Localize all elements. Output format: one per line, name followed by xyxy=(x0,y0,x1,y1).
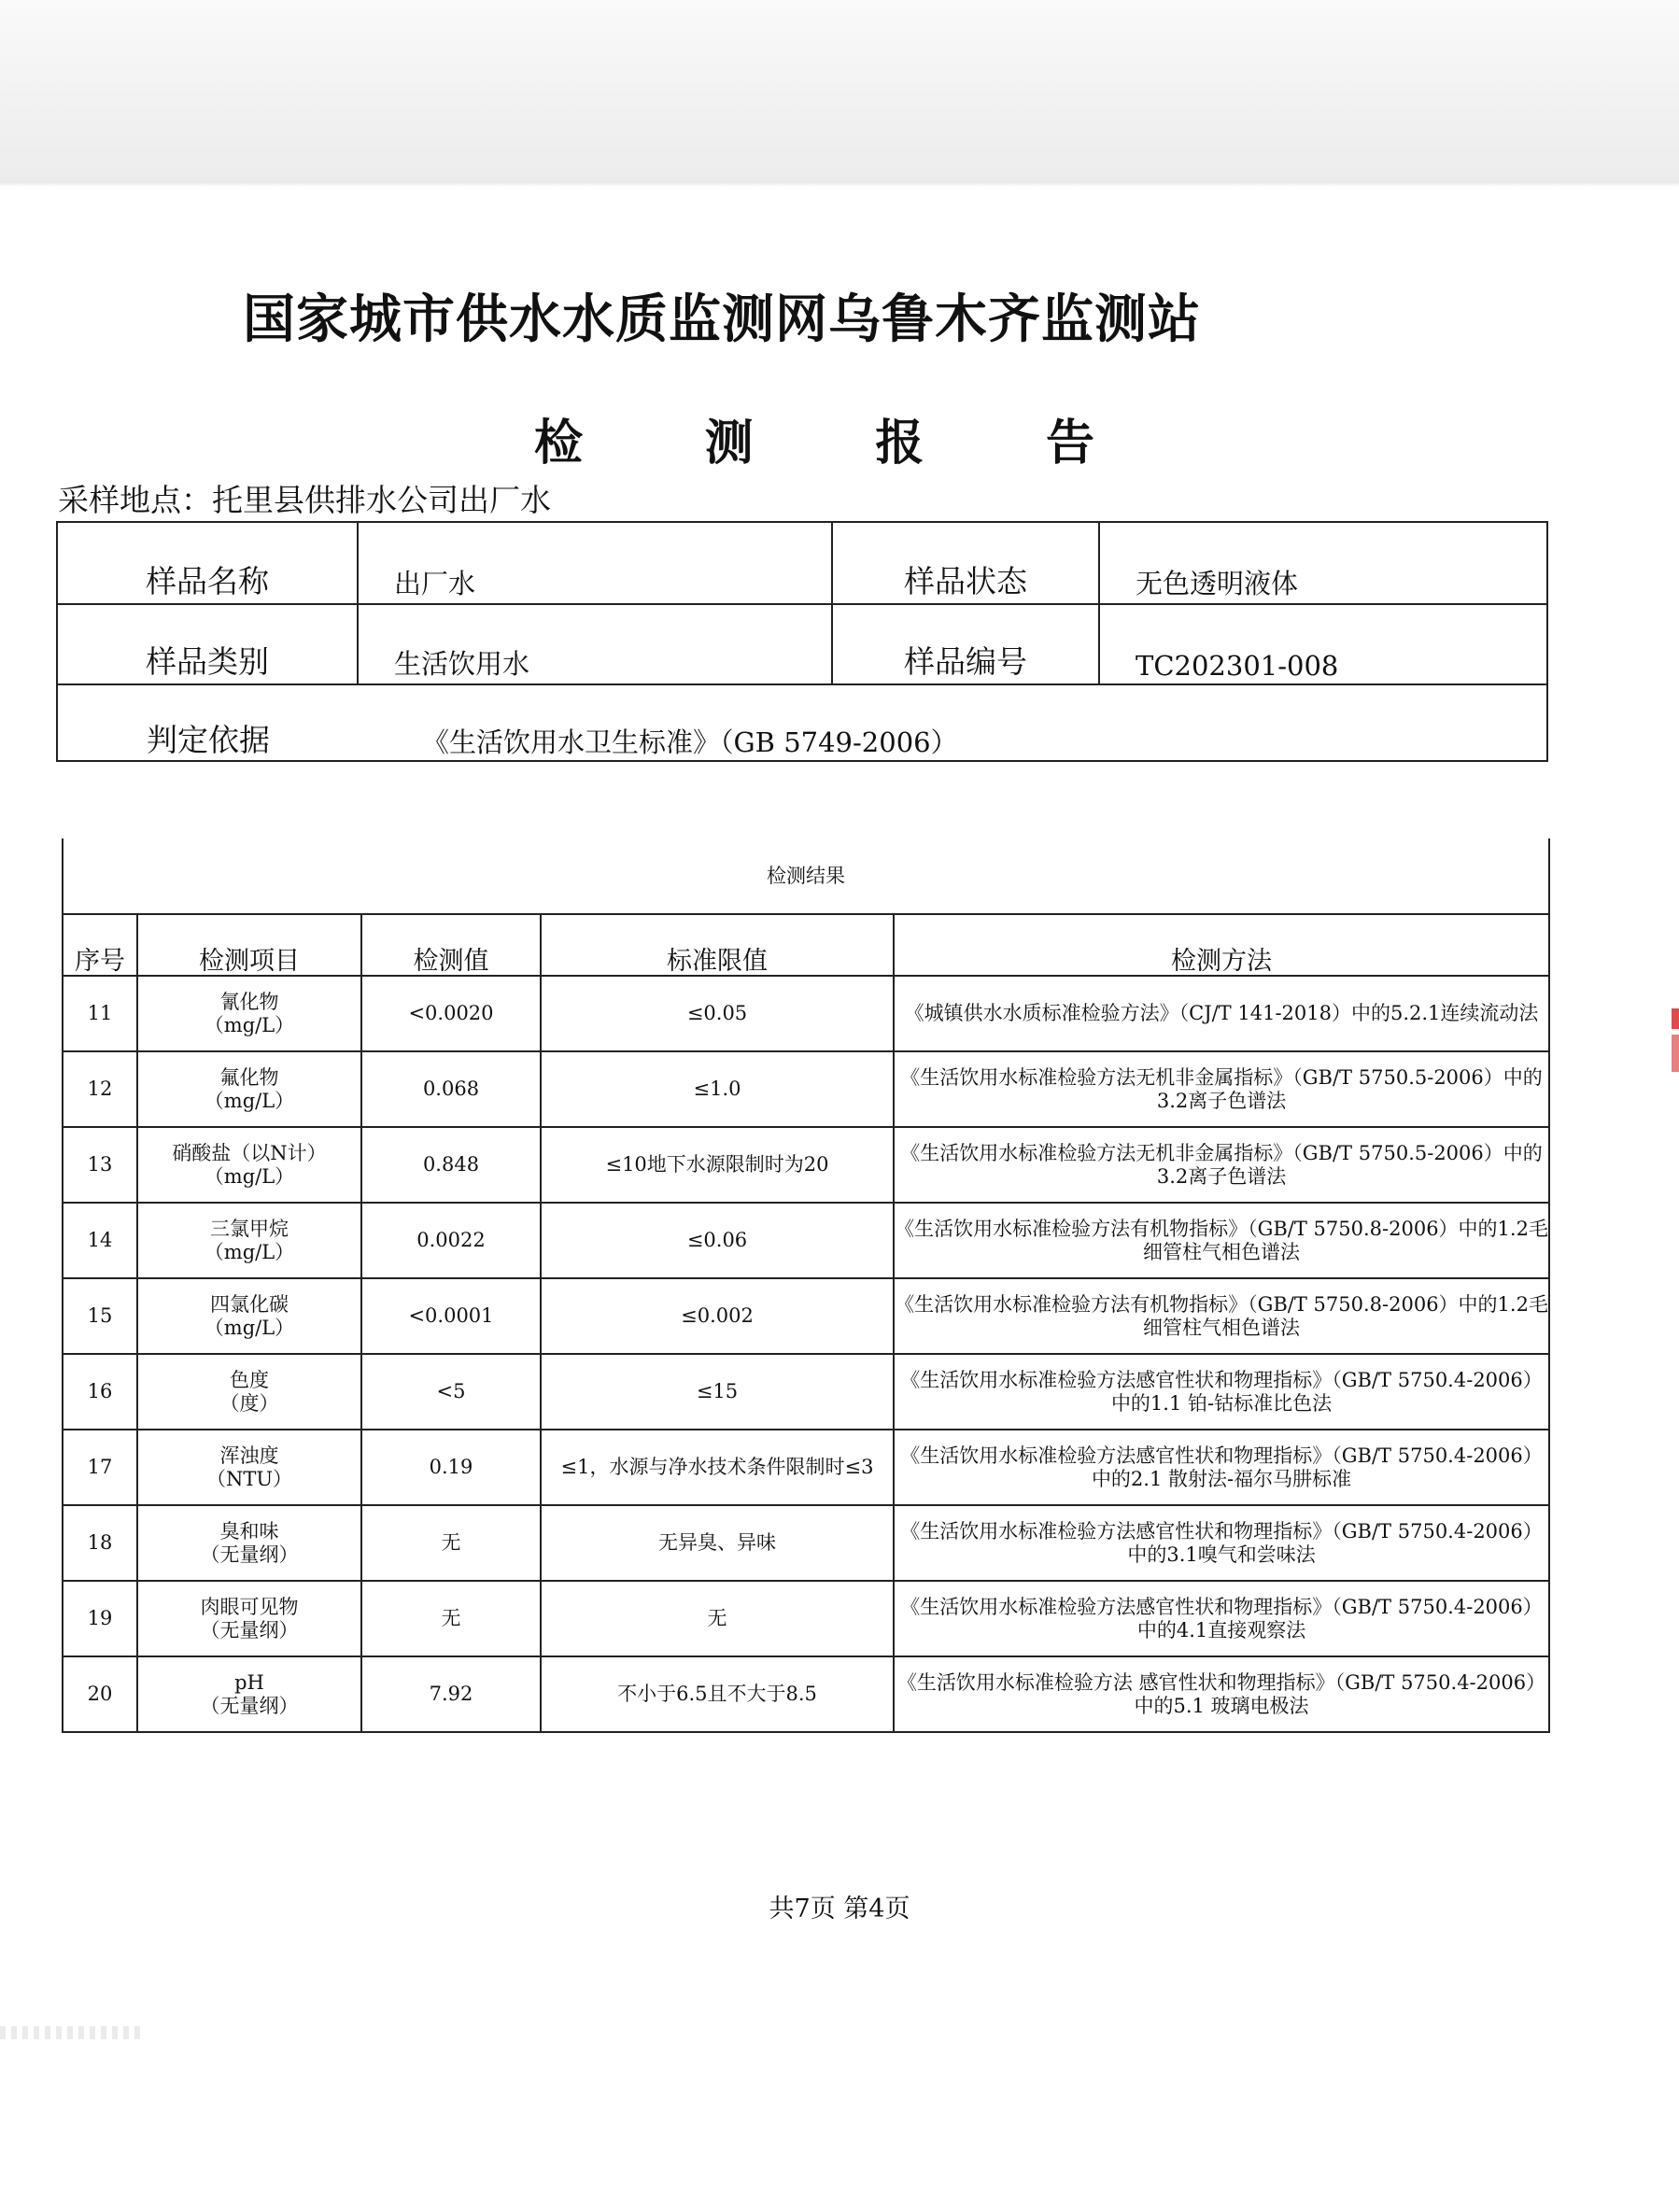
col-header-item: 检测项目 xyxy=(137,914,361,976)
test-item xyxy=(137,1505,361,1581)
measured-value: 7.92 xyxy=(361,1656,541,1732)
test-item-unit: （mg/L） xyxy=(204,1240,295,1263)
test-item-unit: （度） xyxy=(219,1391,279,1415)
test-item xyxy=(137,1656,361,1732)
row-number: 15 xyxy=(63,1278,137,1354)
report-title-char: 检 xyxy=(534,416,584,472)
sample-number-label: 样品编号 xyxy=(833,605,1100,683)
standard-limit: 不小于6.5且不大于8.5 xyxy=(541,1656,894,1732)
report-title-char: 报 xyxy=(875,416,924,472)
page-number: 共7页 第4页 xyxy=(769,1895,910,1923)
standard-limit: ≤1.0 xyxy=(541,1051,894,1127)
page-edge-mark xyxy=(1672,1008,1679,1029)
test-item-unit: （NTU） xyxy=(205,1467,293,1490)
sampling-location: 采样地点：托里县供排水公司出厂水 xyxy=(58,482,551,518)
test-item-unit: （无量纲） xyxy=(200,1543,299,1566)
test-method: 《生活饮用水标准检验方法感官性状和物理指标》（GB/T 5750.4-2006）中的3.1嗅气和尝味法 xyxy=(894,1505,1549,1581)
table-row xyxy=(63,1430,1549,1505)
test-item xyxy=(137,1051,361,1127)
test-item xyxy=(137,1278,361,1354)
test-method: 《生活饮用水标准检验方法有机物指标》（GB/T 5750.8-2006）中的1.2毛细管柱气相色谱法 xyxy=(894,1278,1549,1354)
table-row xyxy=(63,1505,1549,1581)
sample-number-value: TC202301-008 xyxy=(1136,650,1339,682)
col-header-value: 检测值 xyxy=(361,914,541,976)
table-row xyxy=(63,1278,1549,1354)
standard-limit: ≤15 xyxy=(541,1354,894,1430)
standard-limit: 无异臭、异味 xyxy=(541,1505,894,1581)
measured-value: 0.19 xyxy=(361,1430,541,1505)
test-item-name: 氟化物 xyxy=(219,1065,279,1089)
test-method: 《生活饮用水标准检验方法 感官性状和物理指标》（GB/T 5750.4-2006）中的5.1 玻璃电极法 xyxy=(894,1656,1549,1732)
test-method: 《城镇供水水质标准检验方法》（CJ/T 141-2018）中的5.2.1连续流动法 xyxy=(894,976,1549,1051)
sample-type-label: 样品类别 xyxy=(58,605,359,683)
standard-limit: ≤0.002 xyxy=(541,1278,894,1354)
row-number: 16 xyxy=(63,1354,137,1430)
sample-name-label: 样品名称 xyxy=(58,523,359,603)
test-item xyxy=(137,1127,361,1203)
test-item-name: 色度 xyxy=(230,1368,269,1391)
row-number: 11 xyxy=(63,976,137,1051)
measured-value: 0.0022 xyxy=(361,1203,541,1278)
organization-title: 国家城市供水水质监测网乌鲁木齐监测站 xyxy=(243,289,1201,350)
test-method: 《生活饮用水标准检验方法感官性状和物理指标》（GB/T 5750.4-2006）中的1.1 铂-钴标准比色法 xyxy=(894,1354,1549,1430)
row-number: 19 xyxy=(63,1581,137,1656)
sample-type-value: 生活饮用水 xyxy=(359,605,833,683)
table-row xyxy=(63,1354,1549,1430)
test-method: 《生活饮用水标准检验方法无机非金属指标》（GB/T 5750.5-2006）中的3.2离子色谱法 xyxy=(894,1127,1549,1203)
scan-top-shadow xyxy=(0,0,1679,187)
measured-value: <5 xyxy=(361,1354,541,1430)
col-header-no: 序号 xyxy=(63,914,137,976)
test-item-name: 硝酸盐（以N计） xyxy=(172,1141,327,1164)
test-item xyxy=(137,976,361,1051)
measured-value: <0.0020 xyxy=(361,976,541,1051)
row-number: 14 xyxy=(63,1203,137,1278)
test-item-name: pH xyxy=(234,1670,264,1694)
test-item-unit: （mg/L） xyxy=(204,1013,295,1036)
row-number: 17 xyxy=(63,1430,137,1505)
report-title-char: 告 xyxy=(1045,416,1094,472)
measured-value: 无 xyxy=(361,1505,541,1581)
info-row-name-state xyxy=(58,523,1546,605)
sample-state-value: 无色透明液体 xyxy=(1136,568,1299,599)
info-row-basis xyxy=(58,685,1546,762)
report-title-char: 测 xyxy=(704,416,754,472)
results-table xyxy=(62,838,1550,1733)
results-body xyxy=(63,976,1549,1732)
results-caption-row xyxy=(63,838,1549,914)
sample-info-block xyxy=(56,521,1548,762)
table-row xyxy=(63,1051,1549,1127)
test-item-unit: （无量纲） xyxy=(200,1694,299,1717)
test-method: 《生活饮用水标准检验方法有机物指标》（GB/T 5750.8-2006）中的1.2毛细管柱气相色谱法 xyxy=(894,1203,1549,1278)
test-method: 《生活饮用水标准检验方法感官性状和物理指标》（GB/T 5750.4-2006）中的2.1 散射法-福尔马肼标准 xyxy=(894,1430,1549,1505)
test-method: 《生活饮用水标准检验方法无机非金属指标》（GB/T 5750.5-2006）中的3.2离子色谱法 xyxy=(894,1051,1549,1127)
standard-limit: 无 xyxy=(541,1581,894,1656)
test-item-unit: （mg/L） xyxy=(204,1164,295,1188)
test-method: 《生活饮用水标准检验方法感官性状和物理指标》（GB/T 5750.4-2006）中的4.1直接观察法 xyxy=(894,1581,1549,1656)
page-edge-mark xyxy=(1672,1035,1679,1072)
measured-value: 0.848 xyxy=(361,1127,541,1203)
scan-artifact xyxy=(0,2026,140,2039)
basis-value: 《生活饮用水卫生标准》（GB 5749-2006） xyxy=(422,726,958,758)
results-header-row xyxy=(63,914,1549,976)
sample-name-value: 出厂水 xyxy=(359,523,833,603)
row-number: 13 xyxy=(63,1127,137,1203)
test-item-unit: （mg/L） xyxy=(204,1089,295,1112)
test-item-unit: （mg/L） xyxy=(204,1316,295,1339)
measured-value: 0.068 xyxy=(361,1051,541,1127)
row-number: 12 xyxy=(63,1051,137,1127)
standard-limit: ≤0.06 xyxy=(541,1203,894,1278)
test-item-name: 三氯甲烷 xyxy=(210,1217,289,1240)
measured-value: <0.0001 xyxy=(361,1278,541,1354)
row-number: 20 xyxy=(63,1656,137,1732)
table-row xyxy=(63,1127,1549,1203)
basis-label: 判定依据 xyxy=(147,722,270,758)
table-row xyxy=(63,1656,1549,1732)
standard-limit: ≤1，水源与净水技术条件限制时≤3 xyxy=(541,1430,894,1505)
standard-limit: ≤10地下水源限制时为20 xyxy=(541,1127,894,1203)
standard-limit: ≤0.05 xyxy=(541,976,894,1051)
results-caption: 检测结果 xyxy=(63,838,1549,914)
test-item xyxy=(137,1354,361,1430)
report-title xyxy=(534,403,1094,472)
row-number: 18 xyxy=(63,1505,137,1581)
test-item-name: 氰化物 xyxy=(219,990,279,1013)
test-item-name: 四氯化碳 xyxy=(210,1292,289,1316)
col-header-method: 检测方法 xyxy=(894,914,1549,976)
test-item-name: 肉眼可见物 xyxy=(200,1595,299,1618)
test-item xyxy=(137,1203,361,1278)
test-item-name: 臭和味 xyxy=(219,1519,279,1543)
test-item-unit: （无量纲） xyxy=(200,1618,299,1641)
table-row xyxy=(63,976,1549,1051)
table-row xyxy=(63,1203,1549,1278)
info-row-type-number xyxy=(58,605,1546,685)
table-row xyxy=(63,1581,1549,1656)
measured-value: 无 xyxy=(361,1581,541,1656)
sample-state-label: 样品状态 xyxy=(833,523,1100,603)
test-item xyxy=(137,1430,361,1505)
test-item xyxy=(137,1581,361,1656)
col-header-limit: 标准限值 xyxy=(541,914,894,976)
test-item-name: 浑浊度 xyxy=(219,1444,279,1467)
